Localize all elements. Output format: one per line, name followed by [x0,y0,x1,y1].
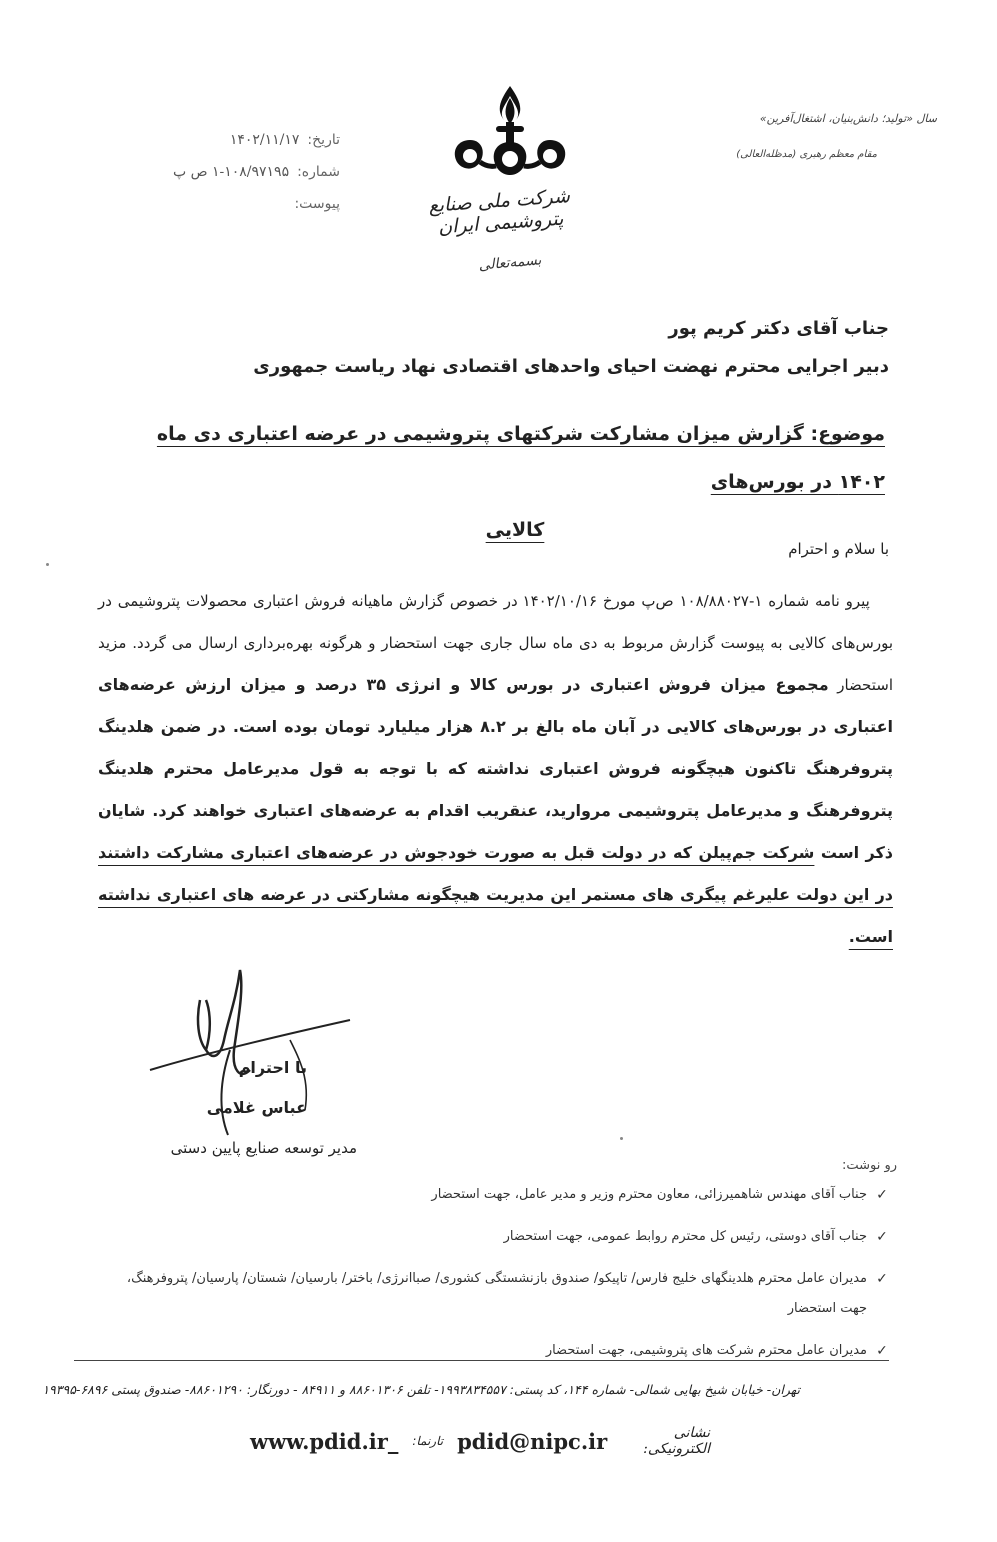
basmala: بسمه‌تعالی [478,252,542,274]
number-row [110,156,340,188]
slogan-line2: مقام معظم رهبری (مدظله‌العالی) [736,149,877,160]
list-item [107,1222,897,1252]
recipient-title: دبیر اجرایی محترم نهضت احیای واحدهای اقتصادی نهاد ریاست جمهوری [253,356,889,377]
body-part-b: مجموع میزان فروش اعتباری در بورس کالا و انرژی ۳۵ درصد و میزان ارزش عرضه‌های اعتباری در بورس‌های کالایی در آبان ماه بالغ بر ۸.۲ هزار میلیارد تومان بوده است. در ضمن هلدینگ پتروفرهنگ تاکنون هیچگونه فروش اعتباری نداشته که با توجه به قول مدیرعامل محترم هلدینگ پتروفرهنگ و مدیرعامل پتروشیمی مروارید، عنقریب اقدام به عرضه‌های اعتباری خواهند کرد. شایان ذکر است [98,675,894,862]
letter-body [98,580,893,958]
cc-item-text: جناب آقای مهندس شاهمیرزائی، معاون محترم وزیر و مدیر عامل، جهت استحضار [431,1187,867,1202]
list-item [107,1180,897,1210]
email-label: نشانی الکترونیکی: [643,1425,710,1457]
cc-item-text: مدیران عامل محترم شرکت های پتروشیمی، جهت استحضار [545,1343,867,1358]
cc-item-text: جناب آقای دوستی، رئیس کل محترم روابط عمومی، جهت استحضار [503,1229,867,1244]
closing-regards: با احترام [238,1058,307,1077]
footer-divider [74,1360,889,1361]
attachment-label: پیوست: [294,196,340,212]
checkmark-icon: ✓ [876,1187,888,1203]
number-value: ۱-۱۰۸/۹۷۱۹۵ ص پ [172,164,290,180]
list-item [107,1264,897,1324]
list-item [107,1336,897,1366]
closing-block [127,1048,357,1168]
footer-contact [250,1425,710,1457]
footer-address: تهران- خیابان شیخ بهایی شمالی- شماره ۱۴۴، کد پستی: ۱۹۹۳۸۳۴۵۵۷- تلفن ۸۸۶۰۱۳۰۶ و ۸۴۹۱۱ - دورنگار: ۸۸۶۰۱۲۹۰- صندوق پستی ۶۸۹۶-۱۹۳۹۵ [42,1382,800,1397]
nipc-logo-icon [440,82,580,192]
attachment-row [110,188,340,220]
checkmark-icon: ✓ [876,1271,888,1287]
checkmark-icon: ✓ [876,1229,888,1245]
website-label: تارنما: [412,1434,444,1448]
company-name: شرکت ملی صنایع پتروشیمی ایران [427,185,571,239]
checkmark-icon: ✓ [876,1343,888,1359]
scan-dot [46,563,49,566]
letter-meta [110,124,340,220]
slogan-line1: سال «تولید؛ دانش‌بنیان، اشتغال‌آفرین» [759,112,937,125]
date-row [110,124,340,156]
email-link[interactable]: pdid@nipc.ir [457,1428,608,1454]
cc-list [107,1180,897,1378]
subject-line2: کالایی [485,519,545,541]
year-slogan [697,110,937,164]
scan-dot [620,1137,623,1140]
cc-title: رو نوشت: [841,1158,897,1173]
website-link[interactable]: www.pdid.ir_ [250,1428,399,1454]
body-paragraph [98,580,893,958]
date-value: ۱۴۰۲/۱۱/۱۷ [229,132,300,148]
signer-name: عباس غلامی [206,1098,307,1117]
greeting: با سلام و احترام [788,540,889,558]
recipient-name: جناب آقای دکتر کریم پور [668,318,889,339]
body-part-a: پیرو نامه شماره ۱-۱۰۸/۸۸۰۲۷ ص‌پ مورخ ۱۴۰۲/۱۰/۱۶ در خصوص گزارش ماهیانه فروش اعتباری محصولات پتروشیمی در بورس‌های کالایی به پیوست گزارش مربوط به دی ماه سال جاری جهت استحضار و هرگونه بهره‌برداری ارسال می گردد. مزید استحضار [98,592,893,694]
subject-line1: موضوع: گزارش میزان مشارکت شرکتهای پتروشیمی در عرضه اعتباری دی ماه ۱۴۰۲ در بورس‌های [156,423,885,493]
signer-position: مدیر توسعه صنایع پایین دستی [170,1139,357,1157]
recipient-block [189,310,889,386]
number-label: شماره: [297,164,340,180]
cc-item-text: مدیران عامل محترم هلدینگهای خلیج فارس/ تاپیکو/ صندوق بازنشستگی کشوری/ صباانرژی/ باختر/ بارسیان/ شستان/ پارسیان/ پتروفرهنگ، جهت استحضار [126,1271,867,1316]
subject-block [105,410,885,554]
body-part-c: شرکت جم‌پیلن که در دولت قبل به صورت خودجوش در عرضه‌های اعتباری مشارکت داشتند در این دولت علیرغم پیگری های مستمر این مدیریت هیچگونه مشارکتی در عرضه های اعتباری نداشته است. [98,843,893,946]
date-label: تاریخ: [307,132,340,148]
